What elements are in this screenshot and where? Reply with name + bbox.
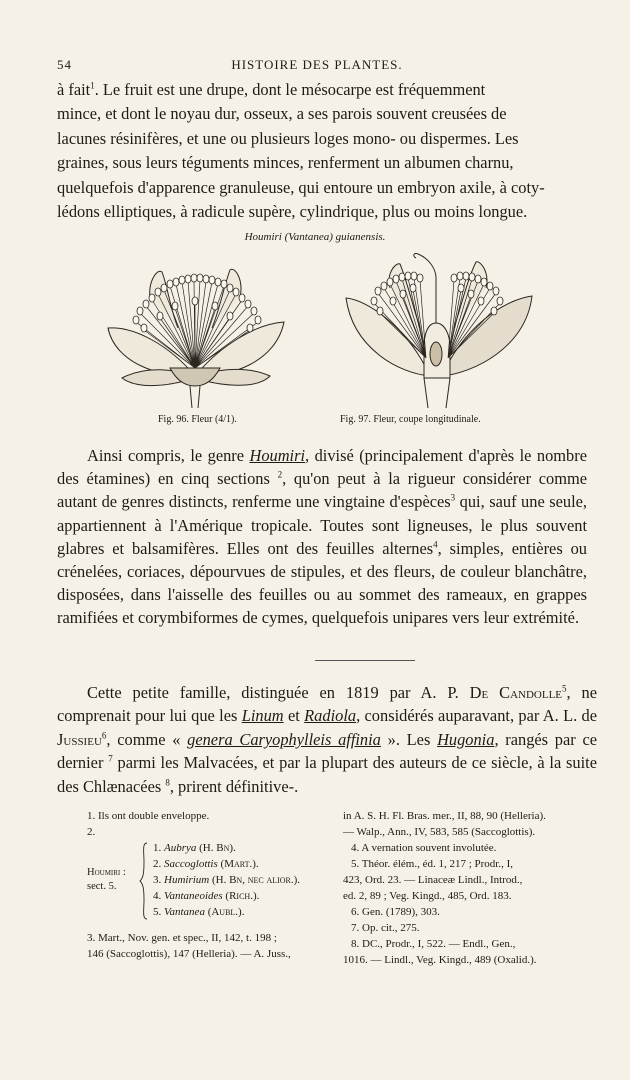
footnote-line: ed. 2, 89 ; Veg. Kingd., 485, Ord. 183.	[343, 890, 512, 902]
running-title: HISTOIRE DES PLANTES.	[231, 57, 403, 72]
footnote-ref[interactable]: 8	[165, 777, 170, 788]
footnote-ref[interactable]: 5	[562, 683, 567, 694]
section-item: 5. Vantanea (Aubl.).	[153, 906, 245, 918]
section-item: 4. Vantaneoides (Rich.).	[153, 890, 260, 902]
text-line: lédons elliptiques, à radicule supère, cylindrique, plus ou moins longue.	[57, 202, 528, 222]
footnote-1: 1. Ils ont double enveloppe.	[87, 810, 210, 822]
footnote-line: 423, Ord. 23. — Linaceæ Lindl., Introd.,	[343, 874, 523, 886]
text-line: graines, sous leurs téguments minces, renferment un albumen charnu,	[57, 153, 514, 173]
footnote-2: 2.	[87, 826, 96, 838]
section-item: 2. Saccoglottis (Mart.).	[153, 858, 259, 870]
footnote-ref[interactable]: 3	[450, 492, 456, 503]
footnote-5: 5. Théor. élém., éd. 1, 217 ; Prodr., I,	[351, 858, 514, 870]
footnote-3-cont: 146 (Saccoglottis), 147 (Helleria). — A. Juss.,	[87, 948, 291, 960]
section-item: 1. Aubrya (H. Bn).	[153, 842, 236, 854]
figure-species-title: Houmiri (Vantanea) guianensis.	[244, 231, 386, 243]
footnote-ref[interactable]: 1	[90, 80, 95, 91]
paragraph-family-history: Cette petite famille, distinguée en 1819 par A. P. De Candolle$^5$, ne comprenait pour lui que les Linum et Radiola, considérés auparavant, par A. L. de Jussieu$^6$, comme « genera Caryophylleis affinia ». Les Hugonia, rangés par ce dernier $^7$ parmi les Malvacées, et par la plupart des auteurs de ce siècle, à la suite des Chlænacées $^8$, prirent définitive-.	[57, 683, 597, 796]
paragraph-genre-houmiri: Ainsi compris, le genre Houmiri, divisé (principalement d'après le nombre des étamines) en cinq sections $^2$, qu'on peut à la rigueur considérer comme autant de genres distincts, renferme une vingtaine d'espèces$^3$ qui, sauf une seule, appartiennent à l'Amérique tropicale. Toutes sont ligneuses, le plus souvent glabres et balsamifères. Elles ont des feuilles alternes$^4$, simples, entières ou crénelées, coriaces, dépourvues de stipules, et des fleurs, de couleur blanchâtre, disposées, dans l'aisselle des feuilles ou au sommet des rameaux, en grappes ramifiées et corymbiformes de cymes, quelquefois unipares vers leur extrémité.	[57, 446, 588, 628]
page-header	[57, 57, 577, 75]
brace-icon	[139, 842, 149, 920]
footnote-3: 3. Mart., Nov. gen. et spec., II, 142, t. 198 ;	[87, 932, 277, 944]
footnote-ref[interactable]: 4	[433, 539, 438, 550]
author-candolle: De Candolle	[469, 683, 563, 702]
genus-hugonia: Hugonia	[437, 729, 495, 749]
text-line: quelquefois d'apparence granuleuse, qui entoure un embryon axile, à coty-	[57, 177, 545, 197]
sections-items	[153, 840, 300, 920]
footnotes-left-column	[87, 808, 337, 962]
latin-quote: genera Caryophylleis affinia	[187, 729, 381, 749]
figure-96-caption: Fig. 96. Fleur (4/1).	[158, 414, 237, 425]
section-divider	[315, 660, 415, 661]
author-jussieu: Jussieu	[57, 729, 102, 749]
figure-96-flower-illustration	[100, 258, 290, 413]
genus-linum: Linum	[241, 706, 284, 726]
footnote-ref[interactable]: 2	[277, 469, 283, 480]
footnotes-right-column	[343, 808, 601, 968]
footnote-line: in A. S. H. Fl. Bras. mer., II, 88, 90 (Helleria).	[343, 810, 546, 822]
footnote-6: 6. Gen. (1789), 303.	[351, 906, 440, 918]
figure-97-section-illustration	[338, 248, 536, 413]
footnote-8: 8. DC., Prodr., I, 522. — Endl., Gen.,	[351, 938, 516, 950]
page-number: 54	[57, 57, 72, 72]
sections-label: Houmiri : sect. 5.	[87, 867, 126, 892]
footnote-ref[interactable]: 6	[101, 730, 107, 741]
paragraph-fruit-description	[57, 78, 583, 224]
text-line: mince, et dont le noyau dur, osseux, a ses parois souvent creusées de	[57, 104, 507, 124]
footnote-4: 4. A vernation souvent involutée.	[351, 842, 497, 854]
genus-radiola: Radiola	[304, 706, 357, 726]
text-line: lacunes résinifères, et une ou plusieurs loges mono- ou dispermes. Les	[57, 128, 519, 148]
footnote-line: 1016. — Lindl., Veg. Kingd., 489 (Oxalid.).	[343, 954, 537, 966]
figure-97-caption: Fig. 97. Fleur, coupe longitudinale.	[340, 414, 481, 425]
houmiri-sections-list	[87, 840, 337, 924]
footnote-7: 7. Op. cit., 275.	[351, 922, 420, 934]
genus-houmiri: Houmiri	[249, 446, 306, 465]
footnote-line: — Walp., Ann., IV, 583, 585 (Saccoglottis).	[343, 826, 536, 838]
section-item: 3. Humirium (H. Bn, nec alior.).	[153, 874, 301, 886]
text-line: à fait$^1$. Le fruit est une drupe, dont le mésocarpe est fréquemment	[57, 80, 486, 99]
footnote-ref[interactable]: 7	[108, 753, 113, 764]
